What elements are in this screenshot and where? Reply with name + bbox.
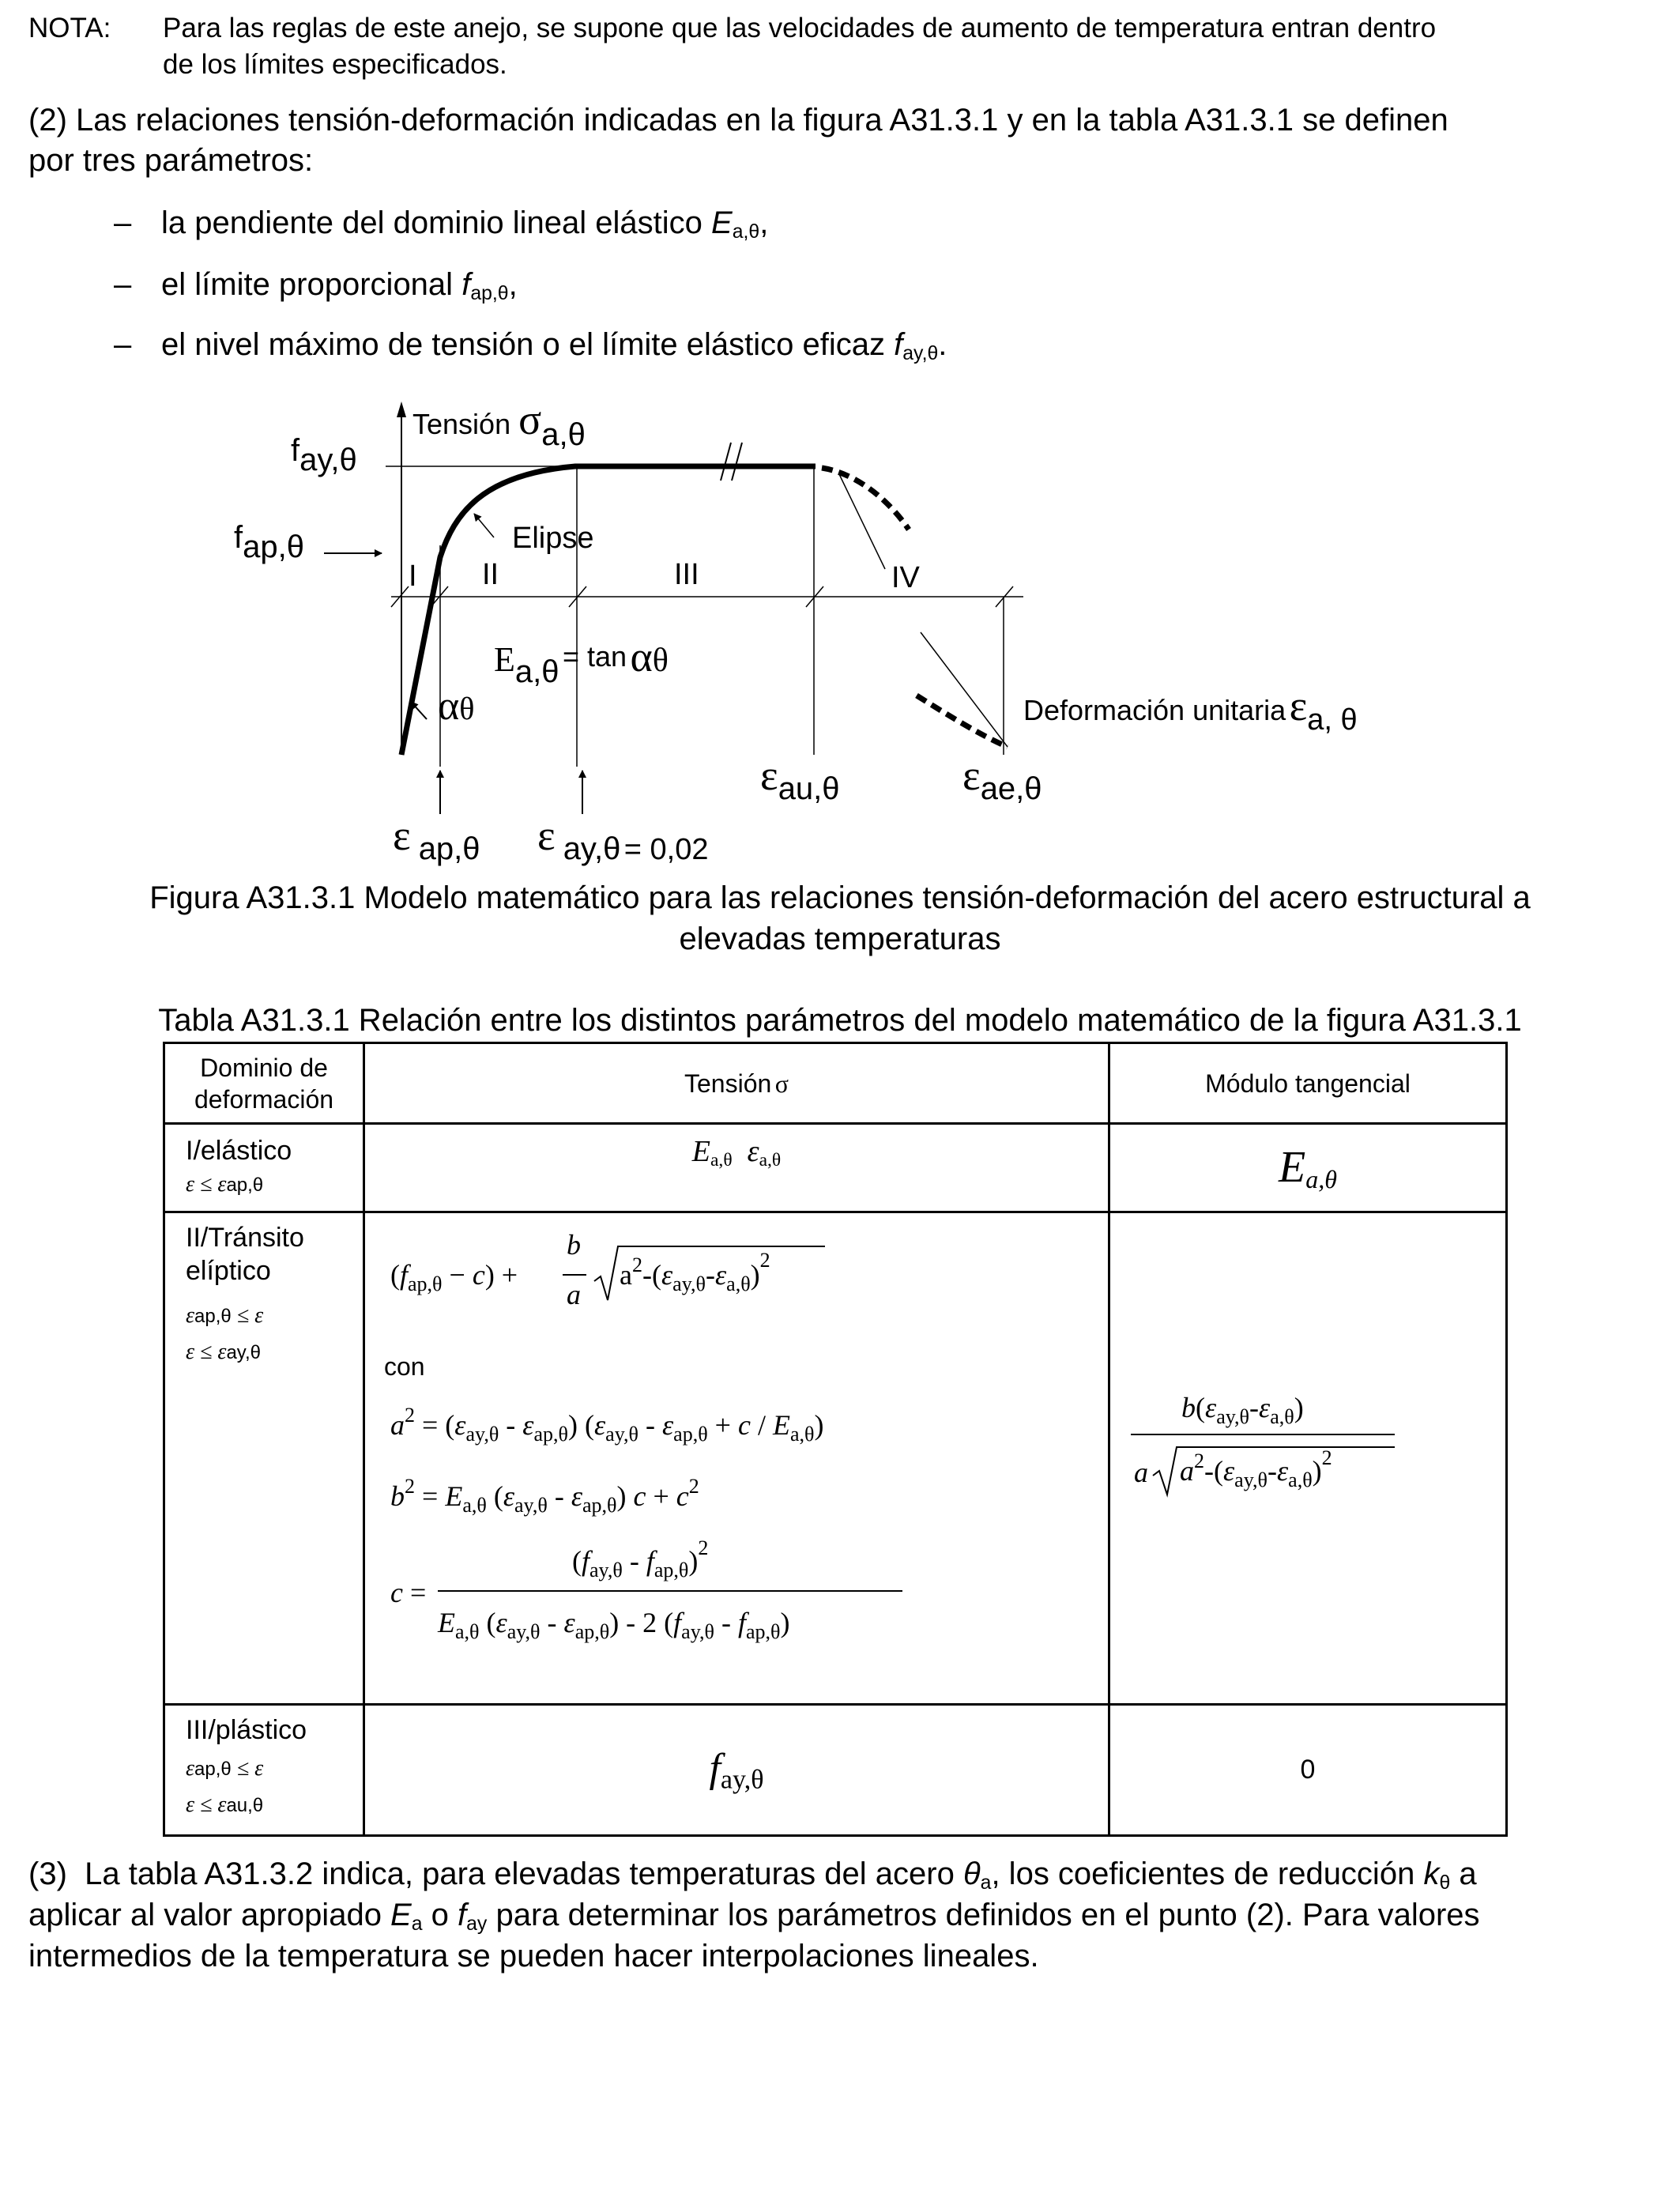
bullet-symbol: f <box>894 327 903 362</box>
fay-subscript: ay,θ <box>299 443 357 477</box>
strain-eps: ε <box>1289 682 1308 729</box>
domain-cell <box>164 1212 364 1705</box>
svg-text:a2 = (εay,θ - εap,θ) (εay,θ -: $a^2 = (\varepsilon_{ay,\theta} - \varepsilon_{ap,\theta})$ $(\varepsilon_{ay,\theta} - \varepsilon_{ap,\theta} + c / E_{a,\theta})$ <box>390 1404 824 1446</box>
bullet-subscript: ay,θ <box>902 343 939 365</box>
fay-label <box>291 433 357 478</box>
header-stress-text: Tensión <box>684 1069 772 1098</box>
svg-text:c =: c = <box>390 1577 427 1608</box>
eps-au-label <box>760 751 840 806</box>
modulus-subscript: a,θ <box>514 654 559 689</box>
strain-axis-pointer <box>921 632 1008 747</box>
note-text-line1: Para las reglas de este anejo, se supone que las velocidades de aumento de temperatura entran dentro <box>163 13 1437 43</box>
alpha-symbol: α <box>438 684 460 729</box>
modulus-elastic: $E_{a,\theta}$ <box>1279 1142 1337 1193</box>
figure-caption-line1: Figura A31.3.1 Modelo matemático para las relaciones tensión-deformación del acero estructural a <box>149 880 1531 915</box>
svg-text:(fap,θ − c) +: $(f_{ap,\theta} - c)$ + <box>390 1259 518 1295</box>
bullet-text: el nivel máximo de tensión o el límite elástico eficaz <box>161 327 895 362</box>
domain-condition: ε ≤ εap,θ <box>186 1172 264 1197</box>
bullet-symbol: E <box>711 205 733 240</box>
descending-branch-upper <box>822 468 909 530</box>
header-domain <box>164 1043 364 1124</box>
domain-name: III/plástico <box>186 1715 307 1745</box>
modulus-E: E <box>494 640 515 679</box>
stress-axis-text: Tensión <box>412 408 511 440</box>
eps-ae-label <box>962 751 1042 806</box>
eps-ap-symbol: ε <box>393 812 411 859</box>
region-iv-pointer <box>839 474 885 569</box>
modulus-elliptic-formula <box>1110 1213 1505 1703</box>
table-row <box>164 1705 1507 1836</box>
domain-condition: ε ≤ εay,θ <box>186 1340 262 1364</box>
paragraph-2-line1: (2) Las relaciones tensión-deformación indicadas en la figura A31.3.1 y en la tabla A31.3.1 se definen <box>28 103 1448 138</box>
svg-text:a2-(εay,θ-εa,θ)2: $a^2-(\varepsilon_{ay,\theta}-\varepsilon_{a,\theta})^2$ <box>1180 1446 1332 1491</box>
eps-ay-subscript: ay,θ <box>563 831 621 866</box>
paragraph-3-line3: intermedios de la temperatura se pueden hacer interpolaciones lineales. <box>28 1939 1039 1973</box>
table-title: Tabla A31.3.1 Relación entre los distintos parámetros del modelo matemático de la figura A31.3.1 <box>158 1003 1522 1038</box>
svg-text:b2 = Ea,θ (εay,θ - εap,θ) c +: $b^2 = E_{a,\theta}$ $(\varepsilon_{ay,\theta} - \varepsilon_{ap,\theta}) c + c^2$ <box>390 1475 699 1517</box>
fap-label <box>234 520 304 565</box>
strain-axis-text: Deformación unitaria <box>1023 694 1286 726</box>
domain-name: I/elástico <box>186 1136 292 1166</box>
svg-text:Ea,θ (εay,θ - εap,θ) - 2 (fay,: $E_{a,\theta}$ $(\varepsilon_{ay,\theta} - \varepsilon_{ap,\theta}) - 2$ $(f_{ay,\theta} - f_{ap,\theta})$ <box>438 1607 790 1643</box>
note-text-line2: de los límites especificados. <box>163 49 507 80</box>
tan-alpha: α <box>630 633 653 680</box>
bullet-symbol: f <box>461 267 471 302</box>
domain-condition: ε ≤ εau,θ <box>186 1793 264 1817</box>
ellipse-pointer <box>474 514 494 537</box>
eps-au-subscript: au,θ <box>778 771 840 806</box>
eps-ay-label <box>537 811 709 866</box>
sigma-symbol: σ <box>518 396 542 443</box>
note-label: NOTA: <box>28 13 111 43</box>
eps-ay-value: = 0,02 <box>623 833 709 866</box>
bullet-item <box>114 264 518 315</box>
domain-cell <box>164 1705 364 1836</box>
header-modulus <box>1109 1043 1507 1124</box>
eps-ap-subscript: ap,θ <box>418 831 480 866</box>
bullet-item <box>114 202 768 253</box>
fap-symbol: f <box>234 520 243 555</box>
modulus-cell <box>1109 1212 1507 1705</box>
svg-text:b(εay,θ-εa,θ): $b(\varepsilon_{ay,\theta}-\varepsilon_{a,\theta})$ <box>1181 1392 1304 1428</box>
eps-au-symbol: ε <box>760 752 778 799</box>
alpha-subscript: θ <box>459 691 475 726</box>
table-header-row <box>164 1043 1507 1124</box>
bullet-dash: – <box>114 205 132 240</box>
modulus-cell <box>1109 1705 1507 1836</box>
svg-text:a2-(εay,θ-εa,θ)2: $a^2-(\varepsilon_{ay,\theta}-\varepsilon_{a,\theta})^2$ <box>620 1249 770 1295</box>
svg-text:b: b <box>567 1229 581 1261</box>
parameters-table <box>163 1042 1508 1837</box>
descending-branch-lower <box>917 696 1008 747</box>
bullet-text: la pendiente del dominio lineal elástico <box>161 205 712 240</box>
alpha-label <box>438 683 474 729</box>
bullet-subscript: a,θ <box>732 221 760 243</box>
modulus-cell <box>1109 1124 1507 1212</box>
bullet-end: , <box>508 267 518 302</box>
stress-axis-label <box>412 395 586 452</box>
bullet-dash: – <box>114 267 132 302</box>
tan-text: = tan <box>562 640 627 673</box>
paragraph-3-line1: (3) La tabla A31.3.2 indica, para elevadas temperaturas del acero $\theta_a$, los coeficientes de reducción $k_\theta$ a <box>28 1857 1477 1894</box>
stress-cell <box>364 1705 1109 1836</box>
region-ii-label: II <box>482 558 499 591</box>
domain-condition: εap,θ ≤ ε <box>186 1303 264 1328</box>
paragraph-3-line2: aplicar al valor apropiado $E_a$ o $f_{ay}$ para determinar los parámetros definidos en el punto (2). Para valores <box>28 1898 1480 1936</box>
figure-caption-line2: elevadas temperaturas <box>679 922 1001 956</box>
region-i-label: I <box>409 560 417 593</box>
stress-cell <box>364 1124 1109 1212</box>
eps-ae-subscript: ae,θ <box>980 771 1042 806</box>
stress-plastic-formula: $f_{ay,\theta}$ <box>709 1745 764 1795</box>
ellipse-label: Elipse <box>512 522 594 555</box>
bullet-end: , <box>759 205 769 240</box>
bullet-text: el límite proporcional <box>161 267 462 302</box>
header-stress <box>364 1043 1109 1124</box>
header-stress-symbol: σ <box>774 1069 789 1098</box>
domain-condition: εap,θ ≤ ε <box>186 1756 264 1781</box>
bullet-dash: – <box>114 327 132 362</box>
domain-cell <box>164 1124 364 1212</box>
con-label: con <box>384 1352 425 1381</box>
eps-ae-symbol: ε <box>962 752 981 799</box>
bullet-subscript: ap,θ <box>470 283 509 305</box>
header-domain-text: Dominio de deformación <box>194 1053 334 1114</box>
sigma-subscript: a,θ <box>541 417 586 452</box>
svg-text:a: a <box>1134 1457 1148 1488</box>
stress-axis-arrow <box>397 401 406 417</box>
elliptic-formulas <box>365 1213 1108 1703</box>
eps-ap-label <box>393 811 480 866</box>
paragraph-2-line2: por tres parámetros: <box>28 143 314 178</box>
svg-text:(fay,θ - fap,θ)2: $(f_{ay,\theta} - f_{ap,\theta})^2$ <box>572 1536 709 1581</box>
strain-eps-subscript: a, θ <box>1307 703 1358 737</box>
bullet-end: . <box>938 327 947 362</box>
fay-symbol: f <box>291 433 300 468</box>
bullet-item <box>114 324 947 375</box>
modulus-label <box>494 632 669 689</box>
fap-subscript: ap,θ <box>243 530 304 564</box>
eps-ay-symbol: ε <box>537 812 556 859</box>
region-iii-label: III <box>674 558 699 591</box>
stress-elastic-formula: $E_{a,\theta}$ $\varepsilon_{a,\theta}$ <box>691 1135 782 1171</box>
modulus-plastic-value: 0 <box>1300 1755 1316 1785</box>
domain-name: II/Tránsito elíptico <box>186 1223 304 1286</box>
region-iv-label: IV <box>891 561 920 594</box>
strain-axis-label <box>1023 681 1358 737</box>
stress-cell <box>364 1212 1109 1705</box>
header-modulus-text: Módulo tangencial <box>1205 1069 1411 1098</box>
table-row <box>164 1124 1507 1212</box>
tan-alpha-subscript: θ <box>652 643 669 679</box>
table-row <box>164 1212 1507 1705</box>
svg-text:a: a <box>567 1279 581 1310</box>
stress-strain-diagram <box>0 387 1680 877</box>
